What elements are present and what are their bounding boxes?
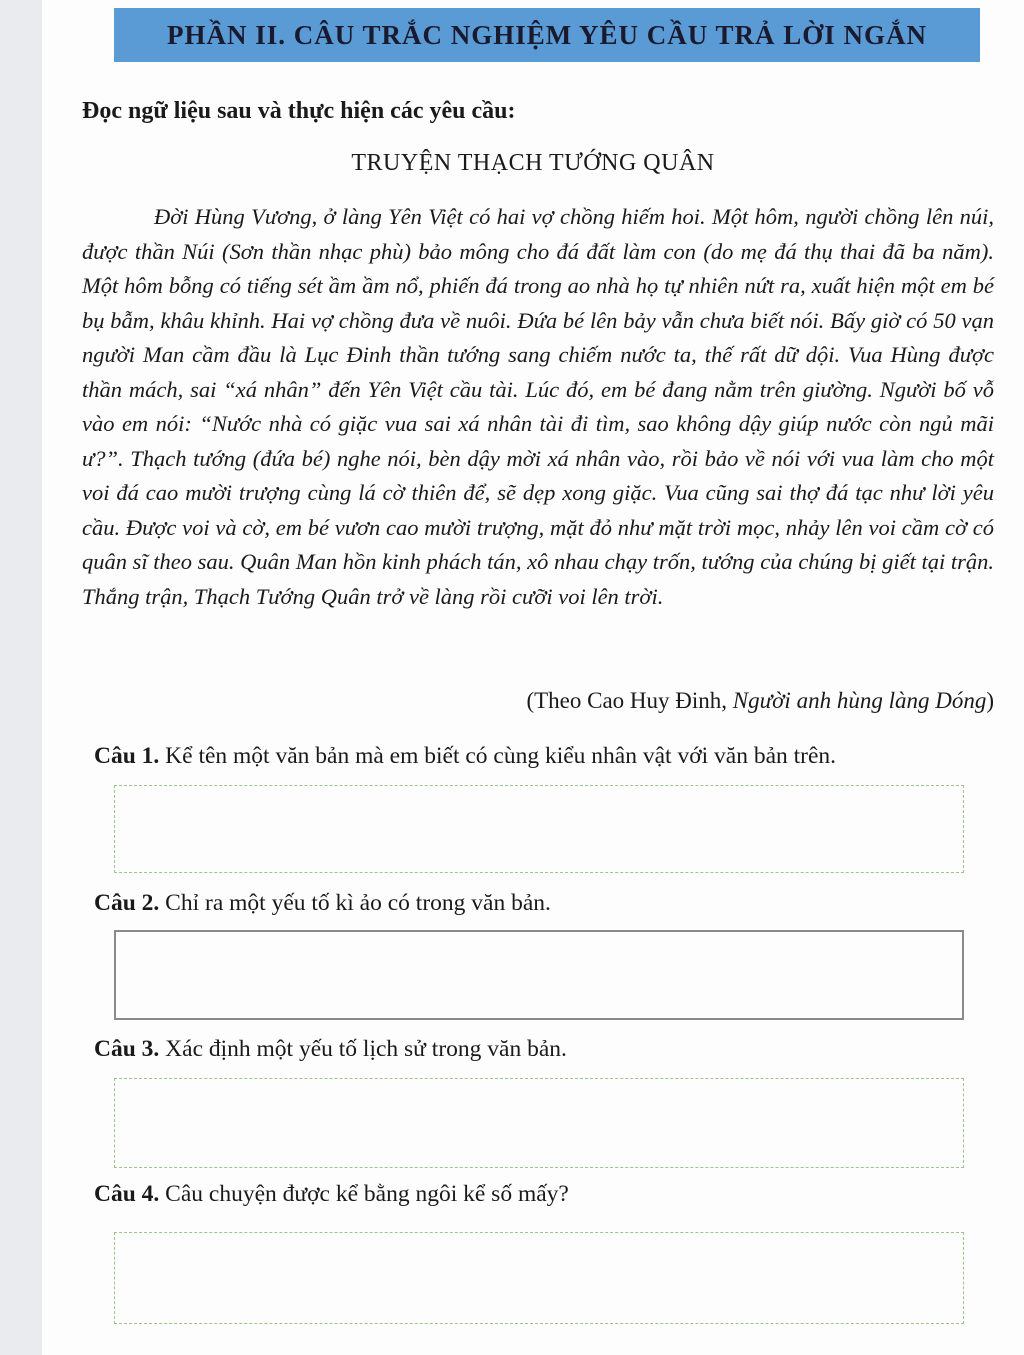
answer-box-4[interactable] bbox=[114, 1232, 964, 1324]
question-number: Câu 1. bbox=[94, 743, 160, 769]
question-number: Câu 2. bbox=[94, 890, 160, 916]
answer-box-1[interactable] bbox=[114, 785, 964, 873]
question-2 bbox=[94, 890, 551, 917]
question-number: Câu 4. bbox=[94, 1181, 160, 1207]
question-text: Xác định một yếu tố lịch sử trong văn bản. bbox=[159, 1036, 567, 1062]
question-number: Câu 3. bbox=[94, 1036, 160, 1062]
question-text: Chỉ ra một yếu tố kì ảo có trong văn bản. bbox=[159, 890, 551, 916]
answer-box-3[interactable] bbox=[114, 1078, 964, 1168]
document-page bbox=[42, 0, 1024, 1355]
source-prefix: (Theo Cao Huy Đinh, bbox=[526, 688, 733, 713]
section-header: PHẦN II. CÂU TRẮC NGHIỆM YÊU CẦU TRẢ LỜI NGẮN bbox=[114, 8, 980, 62]
question-text: Câu chuyện được kể bằng ngôi kể số mấy? bbox=[159, 1181, 569, 1207]
question-4 bbox=[94, 1181, 569, 1208]
source-citation bbox=[526, 688, 994, 714]
story-text: Đời Hùng Vương, ở làng Yên Việt có hai vợ chồng hiếm hoi. Một hôm, người chồng lên núi, được thần Núi (Sơn thần nhạc phù) bảo mông cho đá đất làm con (do mẹ đá thụ thai đã ba năm). Một hôm bỗng có tiếng sét ầm ầm nổ, phiến đá trong ao nhà họ tự nhiên nứt ra, xuất hiện một em bé bụ bẫm, khâu khỉnh. Hai vợ chồng đưa về nuôi. Đứa bé lên bảy vẫn chưa biết nói. Bấy giờ có 50 vạn người Man cầm đầu là Lục Đinh thần tướng sang chiếm nước ta, thế rất dữ dội. Vua Hùng được thần mách, sai “xá nhân” đến Yên Việt cầu tài. Lúc đó, em bé đang nằm trên giường. Người bố vỗ vào em nói: “Nước nhà có giặc vua sai xá nhân tài đi tìm, sao không dậy giúp nước còn ngủ mãi ư?”. Thạch tướng (đứa bé) nghe nói, bèn dậy mời xá nhân vào, rồi bảo về nói với vua làm cho một voi đá cao mười trượng cùng lá cờ thiên để, sẽ dẹp xong giặc. Vua cũng sai thợ đá tạc như lời yêu cầu. Được voi và cờ, em bé vươn cao mười trượng, mặt đỏ như mặt trời mọc, nhảy lên voi cầm cờ có quân sĩ theo sau. Quân Man hồn kinh phách tán, xô nhau chạy trốn, tướng của chúng bị giết tại trận. Thắng trận, Thạch Tướng Quân trở về làng rồi cưỡi voi lên trời. bbox=[82, 204, 994, 609]
question-3 bbox=[94, 1036, 567, 1063]
story-title: TRUYỆN THẠCH TƯỚNG QUÂN bbox=[351, 150, 715, 176]
source-book: Người anh hùng làng Dóng bbox=[732, 688, 987, 713]
question-text: Kể tên một văn bản mà em biết có cùng kiểu nhân vật với văn bản trên. bbox=[159, 743, 837, 769]
answer-box-2[interactable] bbox=[114, 930, 964, 1020]
instruction: Đọc ngữ liệu sau và thực hiện các yêu cầu: bbox=[82, 98, 516, 124]
source-suffix: ) bbox=[986, 688, 994, 713]
question-1 bbox=[94, 743, 836, 770]
